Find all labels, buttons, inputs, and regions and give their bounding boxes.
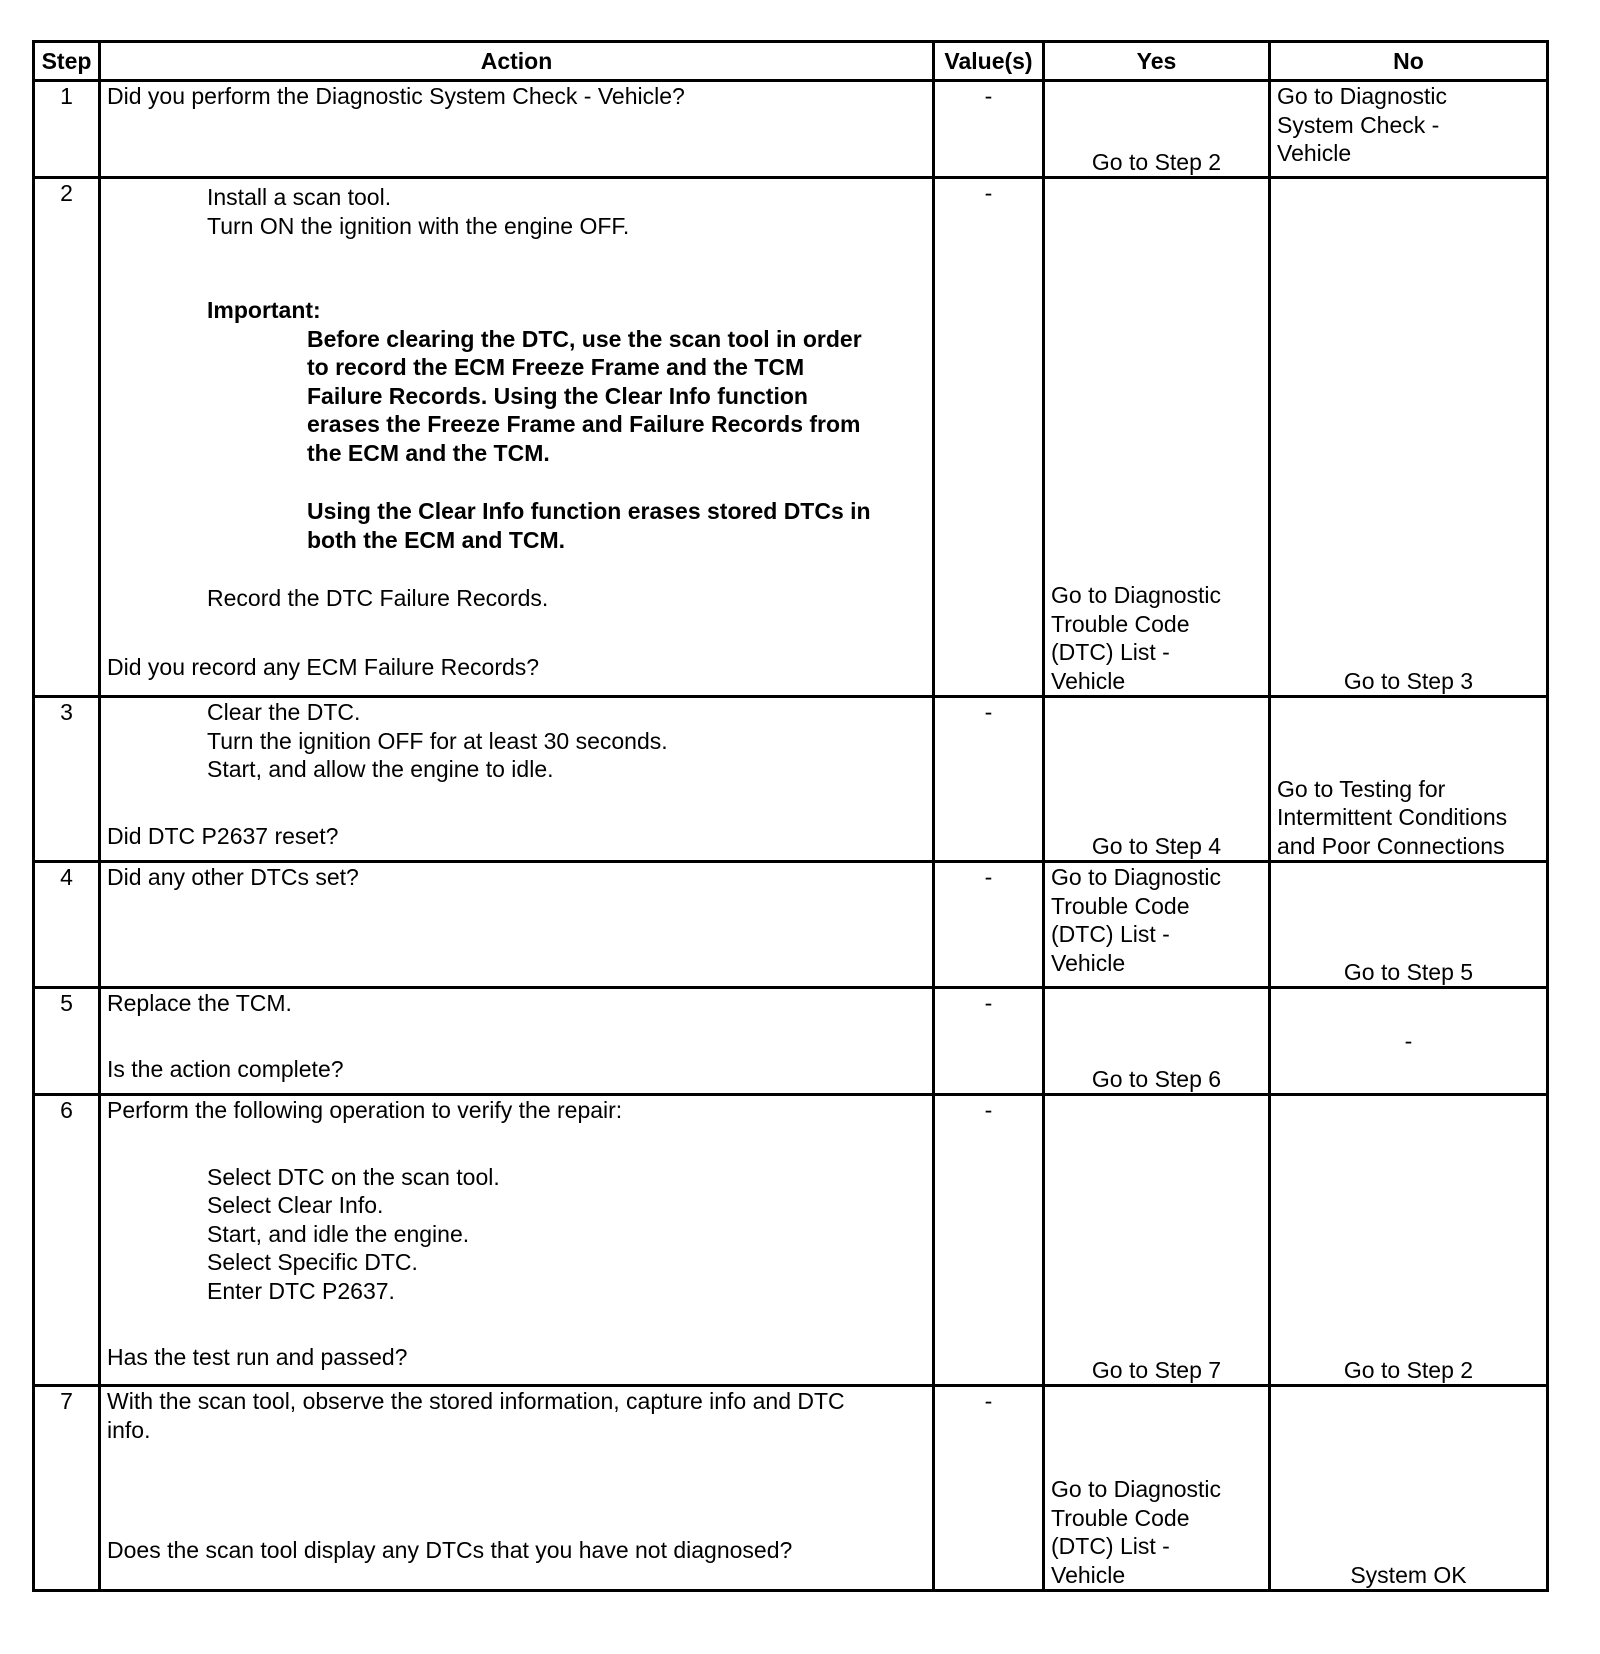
no-cell (1270, 1095, 1548, 1386)
value-cell: - (934, 862, 1044, 988)
action-substep: Clear the DTC. (207, 699, 361, 725)
action-question: Did you record any ECM Failure Records? (107, 653, 540, 680)
yes-line: Go to Diagnostic (1051, 582, 1222, 608)
action-cell (100, 1095, 934, 1386)
table-row (34, 697, 1548, 862)
action-cell (100, 178, 934, 697)
yes-line: Vehicle (1051, 949, 1126, 976)
yes-cell (1044, 81, 1270, 178)
yes-cell (1044, 697, 1270, 862)
action-substep: Select Clear Info. (207, 1192, 384, 1218)
important-line: Before clearing the DTC, use the scan tool in order (307, 325, 862, 352)
yes-line: Trouble Code (1051, 1504, 1190, 1531)
step-number: 1 (34, 81, 100, 178)
table-row (34, 1386, 1548, 1591)
no-line: Vehicle (1277, 140, 1352, 166)
yes-line: Go to Diagnostic (1051, 1476, 1222, 1502)
no-cell: - (1270, 988, 1548, 1095)
action-substep: Install a scan tool. (207, 184, 392, 210)
no-cell (1270, 81, 1548, 178)
no-line: Go to Diagnostic (1277, 83, 1448, 109)
yes-cell (1044, 862, 1270, 988)
action-substep: Select DTC on the scan tool. (207, 1163, 500, 1190)
diagnostic-table (32, 40, 1549, 1592)
step-number: 3 (34, 697, 100, 862)
value-cell: - (934, 81, 1044, 178)
step-number: 7 (34, 1386, 100, 1591)
action-substep: Record the DTC Failure Records. (207, 585, 549, 611)
action-substep: Select Specific DTC. (207, 1249, 418, 1275)
action-cell (100, 81, 934, 178)
action-substep: Enter DTC P2637. (207, 1277, 395, 1304)
action-question: Has the test run and passed? (107, 1344, 408, 1370)
action-intro: Perform the following operation to verify the repair: (107, 1097, 623, 1123)
no-line: and Poor Connections (1277, 832, 1505, 859)
table-row (34, 1095, 1548, 1386)
action-line: Did any other DTCs set? (107, 864, 359, 890)
header-no: No (1270, 42, 1548, 81)
value-cell: - (934, 697, 1044, 862)
action-substep: Turn ON the ignition with the engine OFF. (207, 212, 630, 239)
yes-text: Go to Step 6 (1091, 1065, 1222, 1092)
yes-cell (1044, 1095, 1270, 1386)
yes-line: (DTC) List - (1051, 921, 1170, 947)
action-cell (100, 697, 934, 862)
header-row (34, 42, 1548, 81)
table-row (34, 988, 1548, 1095)
header-action: Action (100, 42, 934, 81)
no-text: Go to Step 2 (1343, 1356, 1474, 1383)
action-substep: Start, and allow the engine to idle. (207, 756, 554, 782)
action-question: Did DTC P2637 reset? (107, 822, 339, 849)
step-number: 2 (34, 178, 100, 697)
yes-line: (DTC) List - (1051, 1533, 1170, 1559)
action-line: Replace the TCM. (107, 990, 292, 1016)
yes-line: Go to Diagnostic (1051, 864, 1222, 890)
header-values: Value(s) (934, 42, 1044, 81)
action-substep: Start, and idle the engine. (207, 1220, 470, 1247)
no-cell (1270, 178, 1548, 697)
no-text: Go to Step 3 (1343, 667, 1474, 694)
yes-line: Vehicle (1051, 667, 1126, 694)
no-text: Go to Step 5 (1343, 958, 1474, 985)
step-number: 6 (34, 1095, 100, 1386)
yes-cell (1044, 1386, 1270, 1591)
yes-line: Trouble Code (1051, 610, 1190, 637)
action-question: Is the action complete? (107, 1055, 344, 1082)
important-line: both the ECM and TCM. (307, 526, 566, 553)
table-row (34, 81, 1548, 178)
value-cell: - (934, 178, 1044, 697)
important-line: the ECM and the TCM. (307, 439, 550, 466)
action-cell (100, 1386, 934, 1591)
no-text: System OK (1350, 1561, 1467, 1588)
yes-line: (DTC) List - (1051, 639, 1170, 665)
value-cell: - (934, 988, 1044, 1095)
value-cell: - (934, 1095, 1044, 1386)
important-label: Important: (207, 297, 321, 323)
yes-text: Go to Step 4 (1091, 832, 1222, 859)
important-line: Using the Clear Info function erases stored DTCs in (307, 498, 871, 524)
step-number: 4 (34, 862, 100, 988)
important-line: erases the Freeze Frame and Failure Records from (307, 411, 861, 437)
yes-line: Trouble Code (1051, 892, 1190, 919)
yes-cell (1044, 988, 1270, 1095)
step-number: 5 (34, 988, 100, 1095)
yes-text: Go to Step 2 (1091, 148, 1222, 175)
no-cell (1270, 862, 1548, 988)
action-line: With the scan tool, observe the stored information, capture info and DTC (107, 1388, 845, 1414)
yes-line: Vehicle (1051, 1561, 1126, 1588)
header-yes: Yes (1044, 42, 1270, 81)
value-cell: - (934, 1386, 1044, 1591)
table-row (34, 862, 1548, 988)
header-step: Step (34, 42, 100, 81)
yes-cell (1044, 178, 1270, 697)
no-cell (1270, 697, 1548, 862)
no-line: Go to Testing for (1277, 775, 1446, 802)
no-line: System Check - (1277, 111, 1440, 138)
table-row (34, 178, 1548, 697)
important-line: Failure Records. Using the Clear Info function (307, 382, 808, 409)
important-line: to record the ECM Freeze Frame and the TCM (307, 354, 805, 380)
action-cell (100, 862, 934, 988)
action-cell (100, 988, 934, 1095)
yes-text: Go to Step 7 (1091, 1356, 1222, 1383)
action-line: Did you perform the Diagnostic System Check - Vehicle? (107, 83, 685, 109)
no-cell (1270, 1386, 1548, 1591)
action-line: info. (107, 1416, 151, 1443)
no-line: Intermittent Conditions (1277, 804, 1508, 830)
action-substep: Turn the ignition OFF for at least 30 seconds. (207, 727, 668, 754)
action-question: Does the scan tool display any DTCs that you have not diagnosed? (107, 1537, 793, 1563)
